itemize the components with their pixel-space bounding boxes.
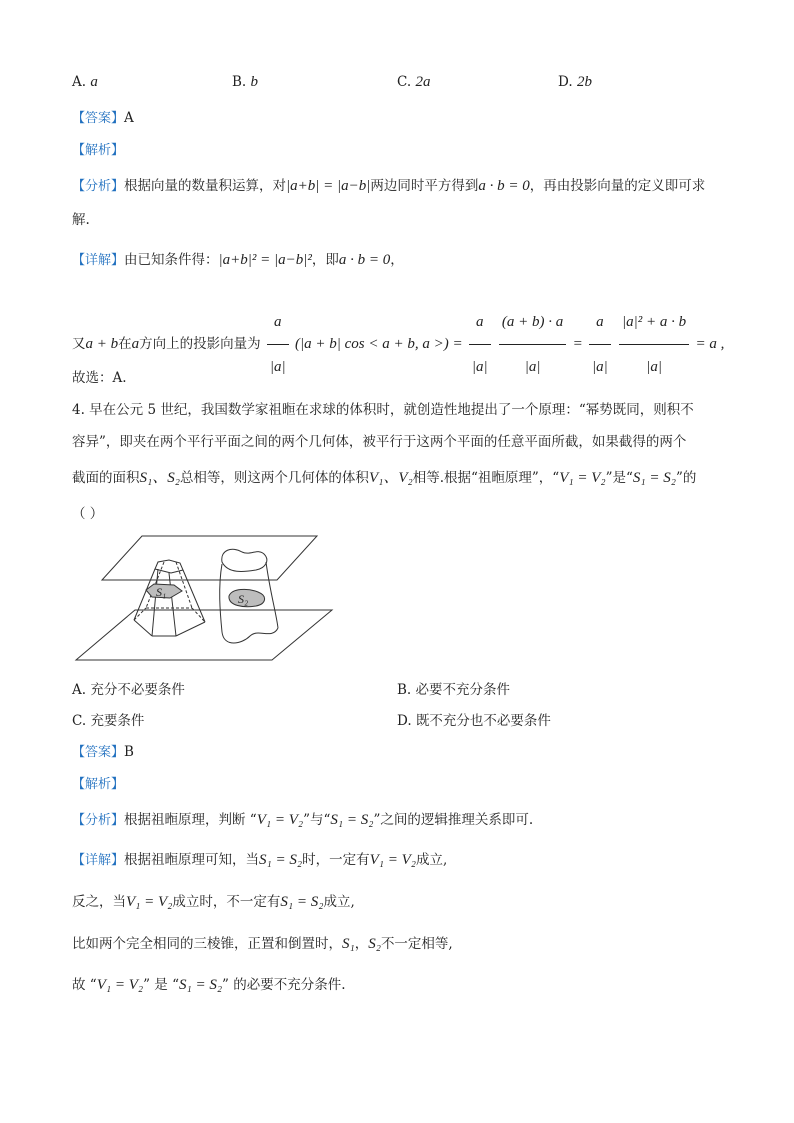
unit-vector-fraction-2: $\frac{a}{|a|}$ bbox=[469, 300, 491, 389]
prev-option-a: A. a bbox=[72, 74, 98, 90]
q4-reverse-line: 反之，当V₁ = V₂成立时，不一定有S₁ = S₂成立, bbox=[72, 894, 355, 910]
upper-plane bbox=[102, 536, 317, 580]
expanded-fraction: $\frac{\text{|a|² + a · b}}{|a|}$ bbox=[619, 300, 689, 389]
label-s2: S₂ bbox=[238, 592, 249, 606]
prev-answer-line: 【答案】A bbox=[72, 110, 134, 126]
prev-xiangjie-line: 【详解】由已知条件得：|a+b|² = |a−b|²，即a · b = 0， bbox=[72, 252, 404, 268]
unit-vector-fraction-3: $\frac{a}{|a|}$ bbox=[589, 300, 611, 389]
q4-stem-line-2: 容异”，即夹在两个平行平面之间的两个几何体，被平行于这两个平面的任意平面所截，如果截得的两个 bbox=[72, 434, 687, 450]
q4-answer-line: 【答案】B bbox=[72, 744, 134, 760]
label-s1: S₁ bbox=[156, 585, 167, 599]
q4-example-line: 比如两个完全相同的三棱锥，正置和倒置时，S₁，S₂不一定相等, bbox=[72, 936, 453, 952]
q4-fenxi-line: 【分析】根据祖暅原理，判断 “V₁ = V₂”与“S₁ = S₂”之间的逻辑推理关系即可. bbox=[72, 812, 534, 828]
q4-jiexi-line: 【解析】 bbox=[72, 777, 125, 792]
q4-option-b: B. 必要不充分条件 bbox=[397, 682, 511, 698]
prev-option-d: D. 2b bbox=[558, 74, 592, 90]
dot-product-fraction: $\frac{(a + b) \cdot a}{|a|}$ bbox=[499, 300, 566, 389]
projection-line: 又a + b在a方向上的投影向量为 $\frac{a}{|a|}$ (|a + b| cos < a + b, a >) = $\frac{a}{|a|}$ $\frac{(a + b) \cdot a}{|a|}$ = $\frac{a}{|a|}$ $\frac{\text{|a|² + a · b}}{|a|}$ = a , bbox=[72, 300, 724, 389]
option-b-value: b bbox=[250, 74, 259, 90]
prev-option-c: C. 2a bbox=[397, 74, 431, 90]
q4-option-a: A. 充分不必要条件 bbox=[72, 682, 185, 698]
q4-option-d: D. 既不充分也不必要条件 bbox=[397, 713, 551, 729]
q4-stem-line-1: 4. 早在公元 5 世纪，我国数学家祖暅在求球的体积时，就创造性地提出了一个原理：“幂势既同，则积不 bbox=[72, 402, 694, 418]
q4-xiangjie-line: 【详解】根据祖暅原理可知，当S₁ = S₂时，一定有V₁ = V₂成立, bbox=[72, 852, 448, 868]
prev-conclusion: 故选：A. bbox=[72, 370, 127, 386]
option-a-value: a bbox=[90, 74, 98, 90]
prev-jiexi-line: 【解析】 bbox=[72, 143, 125, 158]
unit-vector-fraction: $\frac{a}{|a|}$ bbox=[267, 300, 289, 389]
q4-stem-line-3: 截面的面积S₁、S₂总相等，则这两个几何体的体积V₁、V₂相等.根据“祖暅原理”，“V₁ = V₂”是“S₁ = S₂”的 bbox=[72, 470, 697, 486]
option-c-value: 2a bbox=[415, 74, 431, 90]
prev-option-b: B. b bbox=[232, 74, 259, 90]
lower-plane bbox=[76, 610, 332, 660]
q4-option-c: C. 充要条件 bbox=[72, 713, 145, 729]
option-d-value: 2b bbox=[576, 74, 592, 90]
zugeng-principle-figure bbox=[72, 532, 342, 667]
q4-blank: （ ） bbox=[72, 506, 104, 522]
q4-final-line: 故 “V₁ = V₂” 是 “S₁ = S₂” 的必要不充分条件. bbox=[72, 977, 346, 993]
prev-fenxi-line-2: 解. bbox=[72, 212, 90, 228]
prev-fenxi-line: 【分析】根据向量的数量积运算，对|a+b| = |a−b|两边同时平方得到a · b = 0，再由投影向量的定义即可求 bbox=[72, 178, 706, 194]
